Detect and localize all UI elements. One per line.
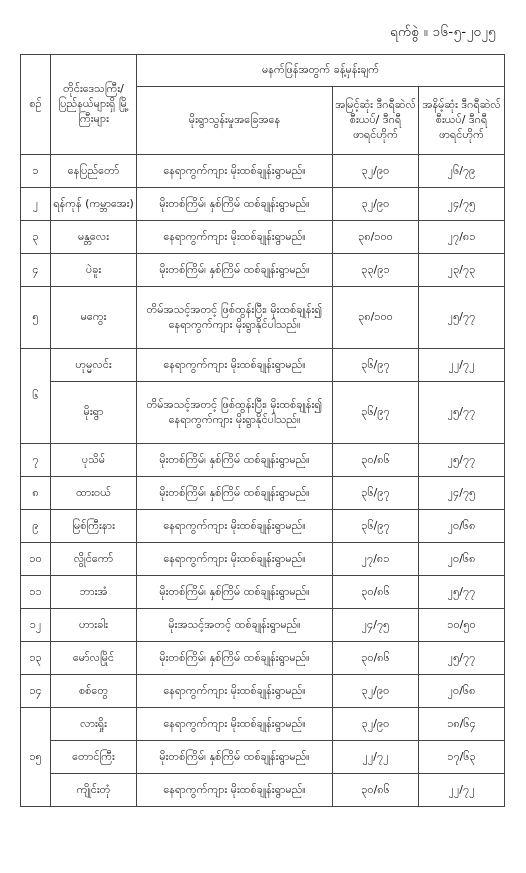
row-min: ၂၅/၇၇ (419, 382, 505, 444)
row-no: ၁ (21, 155, 51, 188)
row-no: ၂ (21, 188, 51, 221)
table-row (21, 221, 505, 254)
row-min: ၁၇/၆၃ (419, 741, 505, 774)
row-condition: မိုးတစ်ကြိမ်၊ နှစ်ကြိမ် ထစ်ချုန်းရွာမည်။ (137, 642, 333, 675)
row-condition: တိမ်အသင့်အတင့် ဖြစ်ထွန်းပြီး၊ မိုးထစ်ချုန်း၍ နေရာကွက်ကျား မိုးရွာနိုင်ပါသည်။ (137, 382, 333, 444)
row-no: ၁၀ (21, 543, 51, 576)
row-no: ၁၁ (21, 576, 51, 609)
row-city: ဟားခါး (51, 609, 137, 642)
row-condition: နေရာကွက်ကျား မိုးထစ်ချုန်းရွာမည်။ (137, 675, 333, 708)
table-row (21, 510, 505, 543)
row-max: ၃၈/၁၀၀ (333, 221, 419, 254)
row-no: ၈ (21, 477, 51, 510)
row-max: ၃၆/၉၇ (333, 382, 419, 444)
row-max: ၃၆/၉၇ (333, 349, 419, 382)
table-row (21, 444, 505, 477)
row-condition: နေရာကွက်ကျား မိုးထစ်ချုန်းရွာမည်။ (137, 543, 333, 576)
header-forecast-group: မနက်ဖြန်အတွက် ခန့်မှန်းချက် (137, 55, 505, 87)
row-city: ကျိုင်းတုံ (51, 774, 137, 807)
row-max: ၃၂/၉၀ (333, 675, 419, 708)
table-row (21, 155, 505, 188)
row-max: ၂၇/၈၁ (333, 543, 419, 576)
row-min: ၂၅/၇၇ (419, 642, 505, 675)
row-no: ၄ (21, 254, 51, 287)
report-date: ရက်စွဲ ။ ၁၆-၅-၂၀၂၅ (390, 25, 496, 40)
row-city: မန္တလေး (51, 221, 137, 254)
row-no: ၆ (21, 349, 51, 444)
row-city: ရန်ကုန် (ကမ္ဘာအေး) (51, 188, 137, 221)
row-max: ၃၂/၉၀ (333, 188, 419, 221)
row-city: နေပြည်တော် (51, 155, 137, 188)
table-row (21, 477, 505, 510)
row-condition: မိုးတစ်ကြိမ်၊ နှစ်ကြိမ် ထစ်ချုန်းရွာမည်။ (137, 188, 333, 221)
row-min: ၂၄/၇၅ (419, 477, 505, 510)
row-no: ၅ (21, 287, 51, 349)
row-min: ၂၀/၆၈ (419, 510, 505, 543)
row-no: ၁၂ (21, 609, 51, 642)
table-row (21, 774, 505, 807)
row-condition: မိုးတစ်ကြိမ်၊ နှစ်ကြိမ် ထစ်ချုန်းရွာမည်။ (137, 576, 333, 609)
row-city: လွိုင်ကော် (51, 543, 137, 576)
row-min: ၂၂/၇၂ (419, 774, 505, 807)
table-row (21, 675, 505, 708)
table-row (21, 287, 505, 349)
row-city: မိုးရွာ (51, 382, 137, 444)
table-row (21, 188, 505, 221)
header-region: တိုင်းဒေသကြီး/ ပြည်နယ်များရှိ မြို့ကြီးများ (51, 55, 137, 155)
row-max: ၃၃/၉၁ (333, 254, 419, 287)
header-max-temp: အမြင့်ဆုံး ဒီဂရီဆဲလ်စီးယပ်/ ဒီဂရီဖာရင်ဟိုက် (333, 87, 419, 155)
row-condition: နေရာကွက်ကျား မိုးထစ်ချုန်းရွာမည်။ (137, 510, 333, 543)
row-condition: နေရာကွက်ကျား မိုးထစ်ချုန်းရွာမည်။ (137, 774, 333, 807)
row-min: ၂၃/၇၃ (419, 254, 505, 287)
row-min: ၂၅/၇၇ (419, 287, 505, 349)
row-no: ၃ (21, 221, 51, 254)
row-condition: မိုးအသင့်အတင့် ထစ်ချုန်းရွာမည်။ (137, 609, 333, 642)
row-city: မော်လမြိုင် (51, 642, 137, 675)
row-min: ၂၆/၇၉ (419, 155, 505, 188)
row-no: ၉ (21, 510, 51, 543)
row-condition: နေရာကွက်ကျား မိုးထစ်ချုန်းရွာမည်။ (137, 221, 333, 254)
header-row (21, 55, 505, 87)
table-row (21, 642, 505, 675)
table-row (21, 254, 505, 287)
row-condition: မိုးတစ်ကြိမ်၊ နှစ်ကြိမ် ထစ်ချုန်းရွာမည်။ (137, 444, 333, 477)
row-city: ဘားအံ (51, 576, 137, 609)
row-max: ၃၆/၉၇ (333, 477, 419, 510)
row-condition: နေရာကွက်ကျား မိုးထစ်ချုန်းရွာမည်။ (137, 349, 333, 382)
row-max: ၃၀/၈၆ (333, 576, 419, 609)
row-condition: နေရာကွက်ကျား မိုးထစ်ချုန်းရွာမည်။ (137, 155, 333, 188)
row-min: ၂၂/၇၂ (419, 349, 505, 382)
row-min: ၂၀/၆၈ (419, 543, 505, 576)
row-city: မကွေး (51, 287, 137, 349)
row-city: ပဲခူး (51, 254, 137, 287)
table-row (21, 741, 505, 774)
row-condition: နေရာကွက်ကျား မိုးထစ်ချုန်းရွာမည်။ (137, 708, 333, 741)
row-no: ၇ (21, 444, 51, 477)
row-city: ပုသိမ် (51, 444, 137, 477)
header-min-temp: အနိမ့်ဆုံး ဒီဂရီဆဲလ်စီးယပ်/ ဒီဂရီဖာရင်ဟိုက် (419, 87, 505, 155)
row-max: ၃၀/၈၆ (333, 642, 419, 675)
row-min: ၂၅/၇၇ (419, 444, 505, 477)
row-condition: တိမ်အသင့်အတင့် ဖြစ်ထွန်းပြီး၊ မိုးထစ်ချုန်း၍ နေရာကွက်ကျား မိုးရွာနိုင်ပါသည်။ (137, 287, 333, 349)
table-row (21, 708, 505, 741)
header-no: စဉ် (21, 55, 51, 155)
table-row (21, 576, 505, 609)
table-row (21, 349, 505, 382)
row-condition: မိုးတစ်ကြိမ်၊ နှစ်ကြိမ် ထစ်ချုန်းရွာမည်။ (137, 741, 333, 774)
row-no: ၁၃ (21, 642, 51, 675)
row-no: ၁၄ (21, 675, 51, 708)
row-min: ၁၀/၅၀ (419, 609, 505, 642)
row-max: ၃၈/၁၀၀ (333, 287, 419, 349)
table-row (21, 543, 505, 576)
row-city: ဟုမ္မလင်း (51, 349, 137, 382)
row-no: ၁၅ (21, 708, 51, 807)
row-city: တောင်ကြီး (51, 741, 137, 774)
row-max: ၃၀/၈၆ (333, 444, 419, 477)
row-condition: မိုးတစ်ကြိမ်၊ နှစ်ကြိမ် ထစ်ချုန်းရွာမည်။ (137, 254, 333, 287)
table-row (21, 382, 505, 444)
row-max: ၂၄/၇၅ (333, 609, 419, 642)
row-max: ၃၀/၈၆ (333, 774, 419, 807)
header-condition: မိုးရွာသွန်းမှုအခြေအနေ (137, 87, 333, 155)
row-min: ၁၈/၆၄ (419, 708, 505, 741)
row-max: ၂၂/၇၂ (333, 741, 419, 774)
table-row (21, 609, 505, 642)
row-condition: မိုးတစ်ကြိမ်၊ နှစ်ကြိမ် ထစ်ချုန်းရွာမည်။ (137, 477, 333, 510)
row-min: ၂၄/၇၅ (419, 188, 505, 221)
row-city: ထားဝယ် (51, 477, 137, 510)
row-max: ၃၆/၉၇ (333, 510, 419, 543)
forecast-table (20, 54, 505, 807)
row-min: ၂၇/၈၁ (419, 221, 505, 254)
row-max: ၃၂/၉၀ (333, 155, 419, 188)
row-city: စစ်တွေ (51, 675, 137, 708)
row-city: လားရှိုး (51, 708, 137, 741)
row-min: ၂၀/၆၈ (419, 675, 505, 708)
row-min: ၂၅/၇၇ (419, 576, 505, 609)
row-city: မြစ်ကြီးနား (51, 510, 137, 543)
row-max: ၃၂/၉၀ (333, 708, 419, 741)
